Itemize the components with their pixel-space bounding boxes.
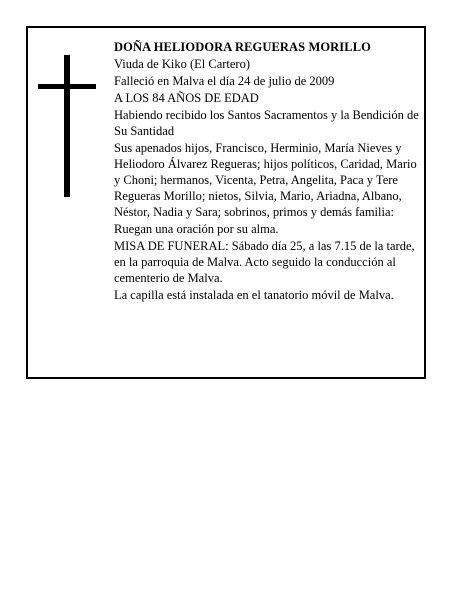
prayer-request: Ruegan una oración por su alma. xyxy=(114,222,279,236)
family-paragraph: Sus apenados hijos, Francisco, Herminio, María Nieves y Heliodoro Álvarez Regueras; hijos políticos, Caridad, Mario y Choni; hermanos, Vicenta, Petra, Angelita, Paca y Tere Regueras Morillo; nietos, Silvia, Mario, Ariadna, Albano, Néstor, Nadia y Sara; sobrinos, primos y demás familia: xyxy=(114,141,417,219)
widow-of-line: Viuda de Kiko (El Cartero) xyxy=(114,57,251,71)
sacraments-paragraph: Habiendo recibido los Santos Sacramentos y la Bendición de Su Santidad xyxy=(114,108,419,138)
deceased-name: DOÑA HELIODORA REGUERAS MORILLO xyxy=(114,40,371,54)
funeral-paragraph: MISA DE FUNERAL: Sábado día 25, a las 7.15 de la tarde, en la parroquia de Malva. Acto seguido la conducción al cementerio de Malva. xyxy=(114,239,415,285)
chapel-line: La capilla está instalada en el tanatorio móvil de Malva. xyxy=(114,288,394,302)
obituary-text xyxy=(114,39,426,304)
death-line: Falleció en Malva el día 24 de julio de 2009 xyxy=(114,74,335,88)
age-line: A LOS 84 AÑOS DE EDAD xyxy=(114,91,259,105)
cross-icon-bar xyxy=(38,84,96,89)
cross-icon xyxy=(64,55,70,197)
